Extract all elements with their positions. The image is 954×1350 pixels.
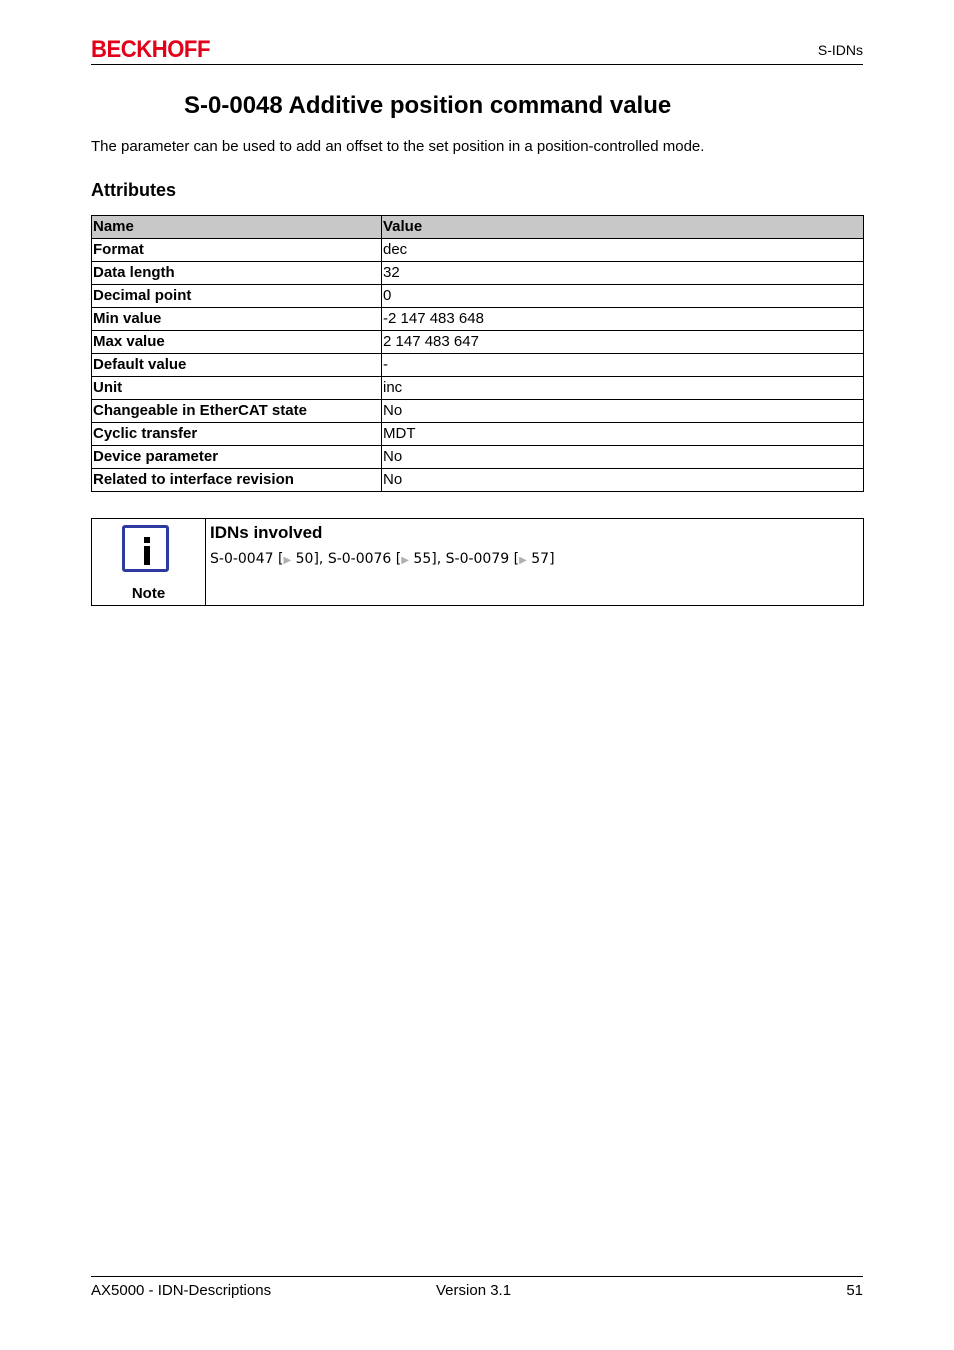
table-row [92, 308, 864, 331]
footer-version: Version 3.1 [436, 1282, 512, 1299]
attribute-name: Changeable in EtherCAT state [92, 400, 382, 423]
page-footer [91, 1276, 863, 1299]
idn-link-page: 57 [531, 551, 550, 567]
idn-link[interactable]: S-0-0047 [▶ 50] [210, 551, 319, 567]
attribute-value: -2 147 483 648 [382, 308, 864, 331]
page-ref-arrow-icon: ▶ [519, 555, 527, 566]
attribute-name: Unit [92, 377, 382, 400]
table-row [92, 239, 864, 262]
attribute-name: Default value [92, 354, 382, 377]
idn-link-label: S-0-0076 [327, 551, 392, 567]
attribute-value: inc [382, 377, 864, 400]
attribute-name: Device parameter [92, 446, 382, 469]
table-row [92, 285, 864, 308]
note-content [206, 519, 555, 605]
idn-link[interactable]: S-0-0076 [▶ 55] [327, 551, 437, 567]
page-header [91, 34, 863, 65]
attributes-table [91, 215, 864, 492]
page-ref-arrow-icon: ▶ [283, 555, 292, 566]
table-row [92, 354, 864, 377]
attribute-value: - [382, 354, 864, 377]
info-icon [122, 525, 169, 572]
table-row [92, 262, 864, 285]
attribute-value: 0 [382, 285, 864, 308]
attributes-table-body [92, 239, 864, 492]
attribute-value: No [382, 469, 864, 492]
note-box [91, 518, 864, 606]
page-title: S-0-0048 Additive position command value [184, 92, 672, 119]
attribute-name: Related to interface revision [92, 469, 382, 492]
note-icon-cell [92, 519, 206, 605]
table-row [92, 446, 864, 469]
column-header-value: Value [382, 216, 864, 239]
footer-document-name: AX5000 - IDN-Descriptions [91, 1282, 272, 1299]
idn-links: S-0-0047 [▶ 50], S-0-0076 [▶ 55], S-0-0079 [▶ 57] [210, 551, 555, 567]
idn-link-label: S-0-0079 [445, 551, 510, 567]
section-label: S-IDNs [817, 42, 863, 58]
attribute-value: 2 147 483 647 [382, 331, 864, 354]
beckhoff-logo: BECKHOFF [91, 36, 210, 63]
idn-link-page: 55 [413, 551, 432, 567]
attribute-name: Min value [92, 308, 382, 331]
attribute-name: Format [92, 239, 382, 262]
table-header-row [92, 216, 864, 239]
attribute-name: Data length [92, 262, 382, 285]
attribute-value: No [382, 400, 864, 423]
footer-page-number: 51 [846, 1282, 863, 1299]
table-row [92, 423, 864, 446]
attribute-value: No [382, 446, 864, 469]
note-title: IDNs involved [210, 523, 323, 542]
table-row [92, 331, 864, 354]
idn-link-label: S-0-0047 [210, 551, 274, 567]
attribute-name: Max value [92, 331, 382, 354]
page-ref-arrow-icon: ▶ [401, 555, 409, 566]
table-row [92, 469, 864, 492]
column-header-name: Name [92, 216, 382, 239]
idn-link[interactable]: S-0-0079 [▶ 57] [445, 551, 555, 567]
attribute-name: Decimal point [92, 285, 382, 308]
attributes-heading: Attributes [91, 180, 176, 200]
table-row [92, 377, 864, 400]
attribute-value: MDT [382, 423, 864, 446]
table-row [92, 400, 864, 423]
idn-link-page: 50 [295, 551, 314, 567]
note-label: Note [131, 585, 166, 602]
attribute-value: 32 [382, 262, 864, 285]
attribute-value: dec [382, 239, 864, 262]
intro-text: The parameter can be used to add an offset to the set position in a position-controlled mode. [91, 138, 705, 155]
attribute-name: Cyclic transfer [92, 423, 382, 446]
